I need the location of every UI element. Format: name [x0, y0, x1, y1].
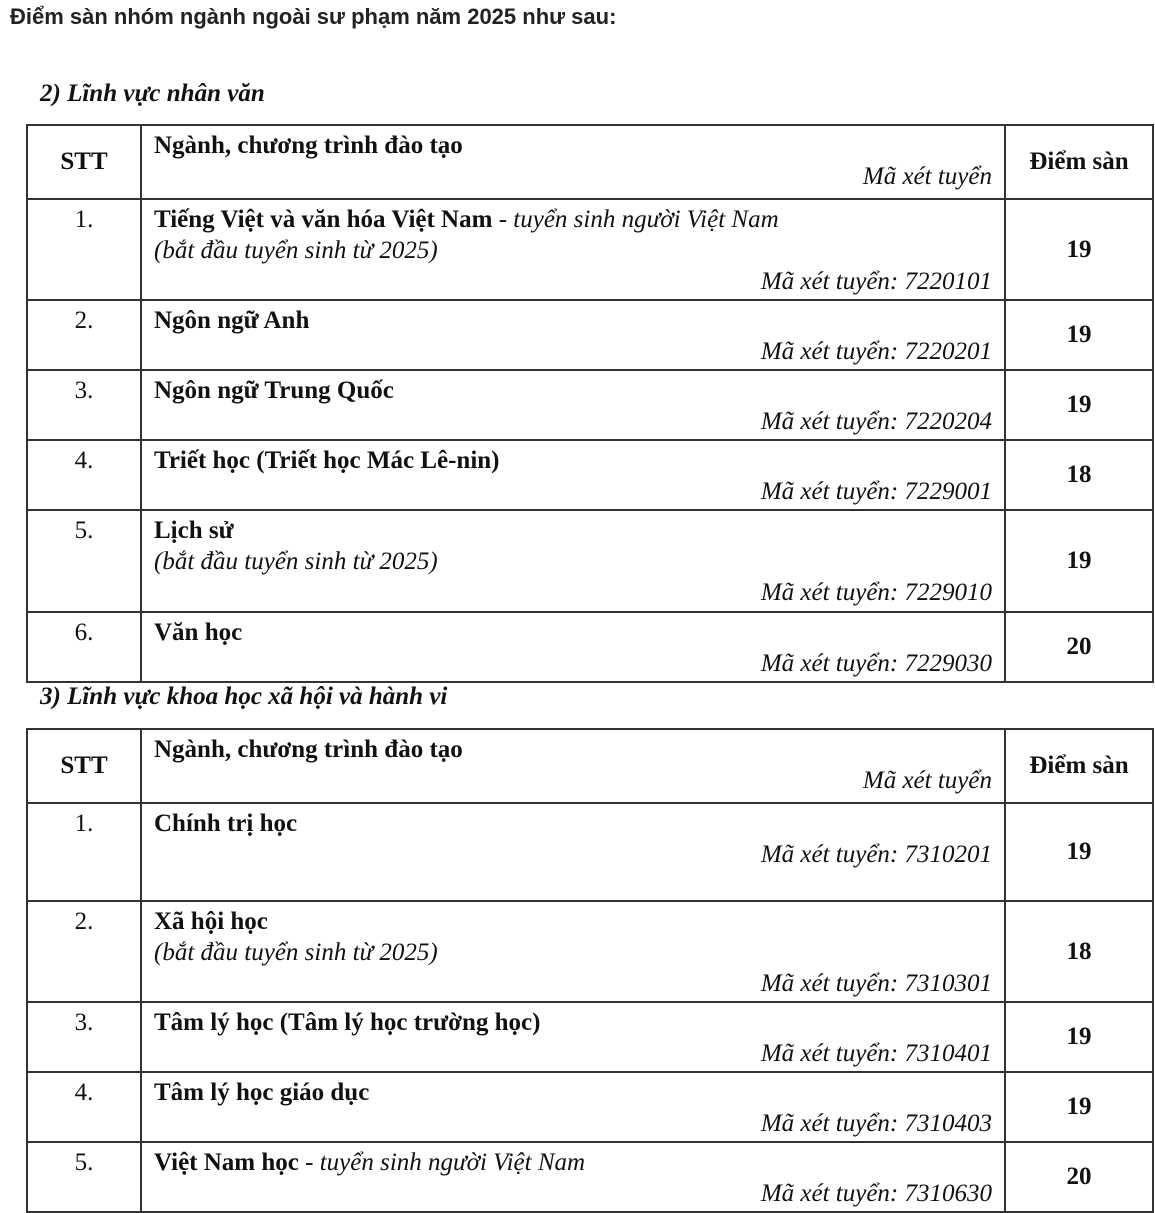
- admission-code: Mã xét tuyển: 7220204: [760, 408, 992, 435]
- table-row: [27, 612, 1153, 682]
- program-name-line: [154, 375, 992, 406]
- program-name: Lịch sử: [154, 517, 234, 544]
- table-row: [27, 300, 1153, 370]
- row-stt: 2.: [27, 300, 141, 370]
- floor-score: 19: [1005, 300, 1153, 370]
- program-name-line: [154, 204, 992, 235]
- row-program-cell: [141, 370, 1005, 440]
- social-sciences-score-table: [26, 728, 1154, 1213]
- row-stt: 4.: [27, 440, 141, 510]
- program-name-line: [154, 906, 992, 937]
- row-stt: 5.: [27, 510, 141, 612]
- program-name-line: [154, 515, 992, 546]
- floor-score: 20: [1005, 612, 1153, 682]
- program-name-line: [154, 445, 992, 476]
- program-name-line: [154, 305, 992, 336]
- header-code: Mã xét tuyển: [862, 163, 992, 190]
- admission-code: Mã xét tuyển: 7229001: [760, 478, 992, 505]
- row-stt: 4.: [27, 1072, 141, 1142]
- program-name-line: [154, 1077, 992, 1108]
- program-name: Tâm lý học (Tâm lý học trường học): [154, 1009, 541, 1036]
- program-name: Xã hội học: [154, 908, 268, 935]
- floor-score: 19: [1005, 510, 1153, 612]
- row-program-cell: [141, 199, 1005, 300]
- header-score: Điểm sàn: [1005, 125, 1153, 199]
- section-title-social-sciences: 3) Lĩnh vực khoa học xã hội và hành vi: [40, 683, 448, 710]
- row-program-cell: [141, 803, 1005, 901]
- header-stt: STT: [27, 125, 141, 199]
- floor-score: 19: [1005, 370, 1153, 440]
- program-name: Tiếng Việt và văn hóa Việt Nam: [154, 206, 493, 233]
- table-row: [27, 440, 1153, 510]
- table-row: [27, 199, 1153, 300]
- header-score: Điểm sàn: [1005, 729, 1153, 803]
- program-name: Chính trị học: [154, 810, 298, 837]
- admission-code: Mã xét tuyển: 7310401: [760, 1040, 992, 1067]
- row-stt: 6.: [27, 612, 141, 682]
- table-row: [27, 1142, 1153, 1212]
- program-suffix: - tuyển sinh người Việt Nam: [298, 1149, 586, 1176]
- program-name: Ngôn ngữ Anh: [154, 307, 310, 334]
- program-name-line: [154, 808, 992, 839]
- row-stt: 1.: [27, 199, 141, 300]
- floor-score: 19: [1005, 803, 1153, 901]
- row-program-cell: [141, 1072, 1005, 1142]
- header-program-cell: [141, 729, 1005, 803]
- table-row: [27, 901, 1153, 1002]
- row-stt: 2.: [27, 901, 141, 1002]
- row-program-cell: [141, 612, 1005, 682]
- row-stt: 3.: [27, 370, 141, 440]
- header-stt: STT: [27, 729, 141, 803]
- program-note: (bắt đầu tuyển sinh từ 2025): [154, 237, 438, 264]
- row-stt: 3.: [27, 1002, 141, 1072]
- admission-code: Mã xét tuyển: 7229030: [760, 650, 992, 677]
- floor-score: 20: [1005, 1142, 1153, 1212]
- table-row: [27, 510, 1153, 612]
- floor-score: 18: [1005, 440, 1153, 510]
- floor-score: 19: [1005, 199, 1153, 300]
- section-title-humanities: 2) Lĩnh vực nhân văn: [40, 80, 265, 107]
- header-program: Ngành, chương trình đào tạo: [154, 736, 463, 763]
- program-name-line: [154, 1147, 992, 1178]
- program-name: Việt Nam học: [154, 1149, 299, 1176]
- table-row: [27, 1072, 1153, 1142]
- row-program-cell: [141, 901, 1005, 1002]
- admission-code: Mã xét tuyển: 7310630: [760, 1180, 992, 1207]
- program-name: Ngôn ngữ Trung Quốc: [154, 377, 394, 404]
- table-row: [27, 1002, 1153, 1072]
- table-row: [27, 803, 1153, 901]
- program-name-line: [154, 1007, 992, 1038]
- row-stt: 5.: [27, 1142, 141, 1212]
- program-name: Tâm lý học giáo dục: [154, 1079, 370, 1106]
- row-program-cell: [141, 1002, 1005, 1072]
- row-program-cell: [141, 510, 1005, 612]
- header-program-cell: [141, 125, 1005, 199]
- floor-score: 18: [1005, 901, 1153, 1002]
- admission-code: Mã xét tuyển: 7310403: [760, 1110, 992, 1137]
- admission-code: Mã xét tuyển: 7229010: [760, 579, 992, 606]
- humanities-score-table: [26, 124, 1154, 683]
- program-suffix: - tuyển sinh người Việt Nam: [492, 206, 779, 233]
- row-program-cell: [141, 440, 1005, 510]
- admission-code: Mã xét tuyển: 7220201: [760, 338, 992, 365]
- row-stt: 1.: [27, 803, 141, 901]
- row-program-cell: [141, 1142, 1005, 1212]
- table-header-row: [27, 729, 1153, 803]
- program-note: (bắt đầu tuyển sinh từ 2025): [154, 548, 438, 575]
- table-row: [27, 370, 1153, 440]
- program-name: Triết học (Triết học Mác Lê-nin): [154, 447, 500, 474]
- header-code: Mã xét tuyển: [862, 767, 992, 794]
- row-program-cell: [141, 300, 1005, 370]
- floor-score: 19: [1005, 1072, 1153, 1142]
- header-program: Ngành, chương trình đào tạo: [154, 132, 463, 159]
- admission-code: Mã xét tuyển: 7310201: [760, 841, 992, 868]
- admission-code: Mã xét tuyển: 7220101: [760, 268, 992, 295]
- table-header-row: [27, 125, 1153, 199]
- program-note: (bắt đầu tuyển sinh từ 2025): [154, 939, 438, 966]
- program-name-line: [154, 617, 992, 648]
- floor-score: 19: [1005, 1002, 1153, 1072]
- program-name: Văn học: [154, 619, 243, 646]
- admission-code: Mã xét tuyển: 7310301: [760, 970, 992, 997]
- page-heading: Điểm sàn nhóm ngành ngoài sư phạm năm 2025 như sau:: [10, 4, 617, 29]
